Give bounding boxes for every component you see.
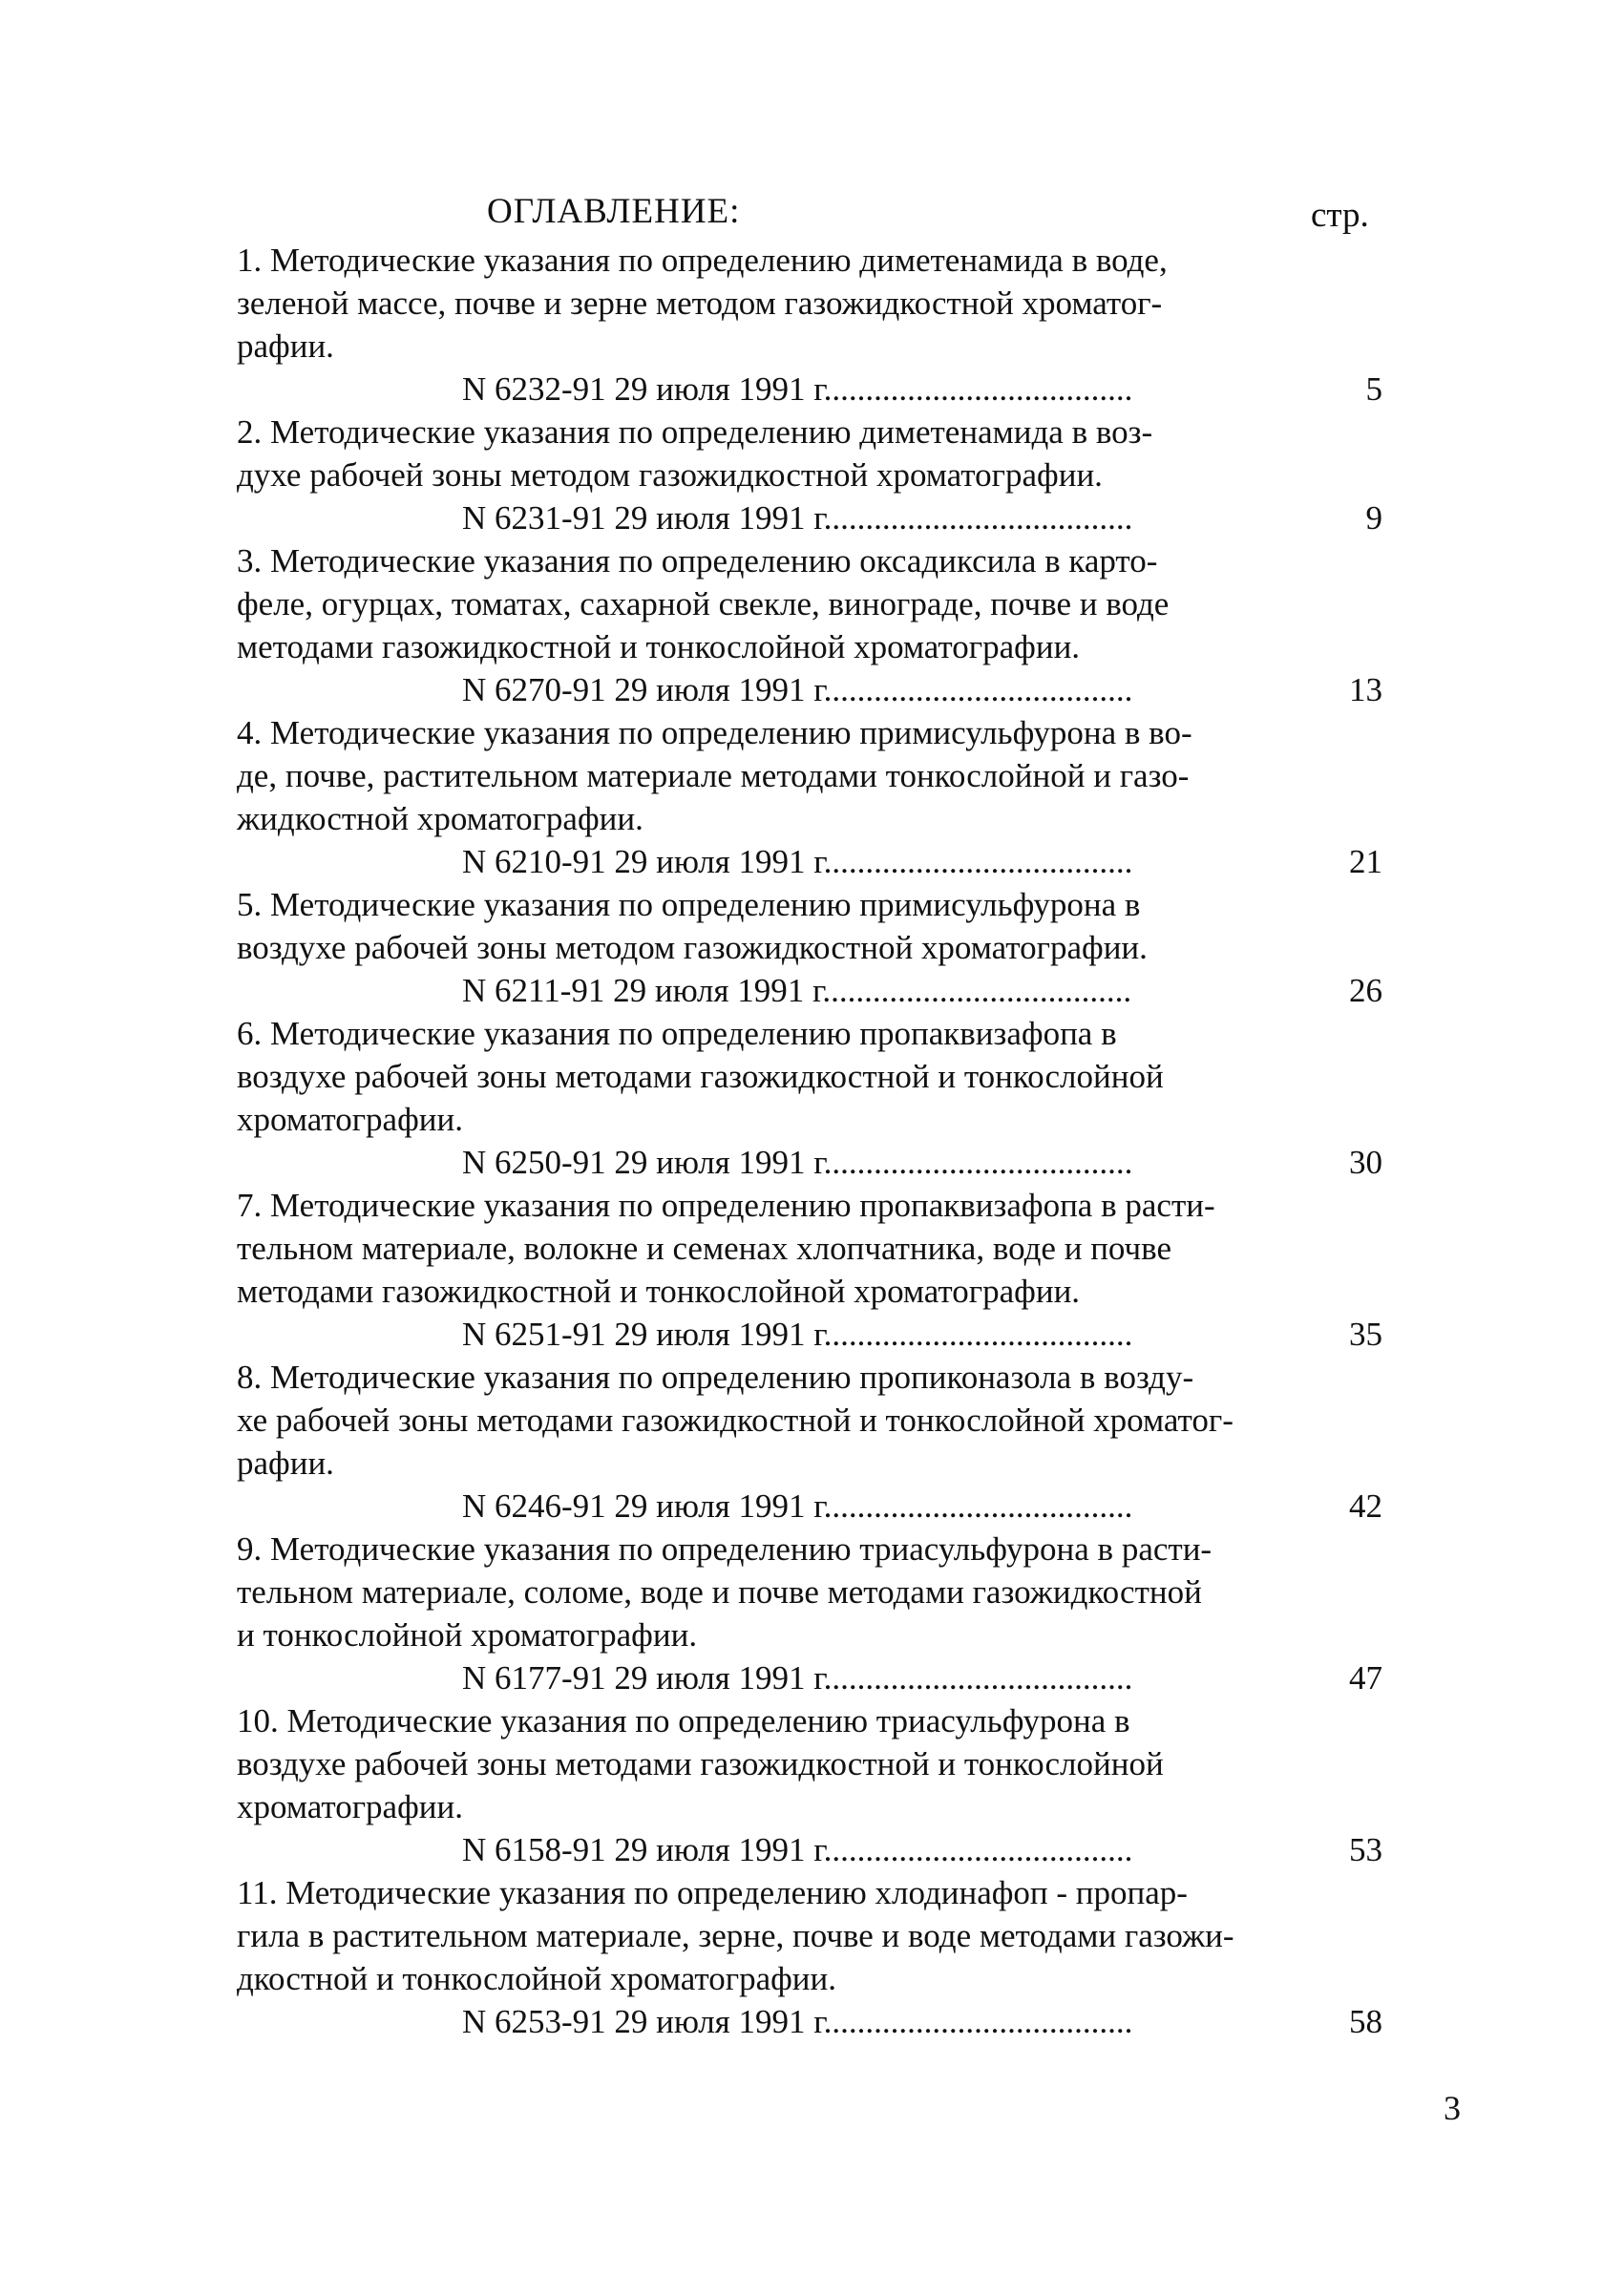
toc-entry	[237, 711, 1382, 883]
toc-entry-description-line: рафии.	[237, 327, 334, 365]
toc-entry-page-number: 21	[1349, 843, 1382, 880]
toc-entry-description-line: 1. Методические указания по определению диметенамида в воде,	[237, 242, 1168, 279]
toc-entry-description-line: 5. Методические указания по определению примисульфурона в	[237, 886, 1141, 923]
toc-entry-reference-line	[237, 496, 1382, 539]
toc-entry-description-line: 11. Методические указания по определению хлодинафоп - пропар-	[237, 1874, 1188, 1911]
toc-entry-document-number: N 6232-91 29 июля 1991 г.....................................	[462, 370, 1133, 408]
toc-entry-reference-line	[237, 368, 1382, 411]
toc-entry	[237, 1699, 1382, 1871]
toc-entry	[237, 1184, 1382, 1356]
toc-entry-description-line: зеленой массе, почве и зерне методом газожидкостной хроматог-	[237, 285, 1163, 322]
toc-entry-reference-line	[237, 668, 1382, 711]
page-column-label: стр.	[1311, 196, 1369, 235]
toc-entry-page-number: 13	[1349, 671, 1382, 708]
toc-entry-description-line: 8. Методические указания по определению пропиконазола в возду-	[237, 1359, 1194, 1396]
toc-entry	[237, 1528, 1382, 1699]
toc-entry-document-number: N 6231-91 29 июля 1991 г.....................................	[462, 499, 1133, 537]
toc-entry-description-line: духе рабочей зоны методом газожидкостной хроматографии.	[237, 456, 1103, 494]
toc-entry-description-line: 2. Методические указания по определению диметенамида в воз-	[237, 413, 1153, 451]
toc-entry-description-line: хроматографии.	[237, 1788, 463, 1825]
toc-entry-page-number: 35	[1349, 1316, 1382, 1353]
toc-entry-description-line: методами газожидкостной и тонкослойной хроматографии.	[237, 1273, 1081, 1310]
toc-entry	[237, 883, 1382, 1012]
toc-entry-description-line: хе рабочей зоны методами газожидкостной и тонкослойной хроматог-	[237, 1402, 1234, 1439]
toc-entry-description-line: 6. Методические указания по определению пропаквизафопа в	[237, 1015, 1117, 1052]
toc-entry-page-number: 58	[1349, 2003, 1382, 2040]
toc-entry	[237, 539, 1382, 711]
toc-entry-reference-line	[237, 840, 1382, 883]
toc-entry-document-number: N 6253-91 29 июля 1991 г.....................................	[462, 2003, 1133, 2040]
toc-entry-reference-line	[237, 1485, 1382, 1528]
toc-entry-reference-line	[237, 2000, 1382, 2043]
toc-title: ОГЛАВЛЕНИЕ:	[487, 192, 741, 231]
page-number: 3	[1444, 2089, 1461, 2127]
toc-entry	[237, 411, 1382, 539]
toc-entry-description-line: гила в растительном материале, зерне, почве и воде методами газожи-	[237, 1917, 1234, 1954]
toc-entry-description-line: феле, огурцах, томатах, сахарной свекле, винограде, почве и воде	[237, 585, 1170, 622]
toc-entry-description-line: дкостной и тонкослойной хроматографии.	[237, 1960, 837, 1997]
toc-entry-description-line: воздухе рабочей зоны методами газожидкостной и тонкослойной	[237, 1058, 1164, 1095]
toc-entry	[237, 1871, 1382, 2043]
toc-entry-page-number: 30	[1349, 1144, 1382, 1181]
toc-entry-description-line: тельном материале, соломе, воде и почве методами газожидкостной	[237, 1573, 1202, 1611]
toc-entry-page-number: 26	[1349, 972, 1382, 1009]
toc-entry-document-number: N 6251-91 29 июля 1991 г.....................................	[462, 1316, 1133, 1353]
toc-entry-description-line: 9. Методические указания по определению триасульфурона в расти-	[237, 1530, 1213, 1568]
toc-entry-description-line: тельном материале, волокне и семенах хлопчатника, воде и почве	[237, 1230, 1171, 1267]
toc-entry-reference-line	[237, 969, 1382, 1012]
toc-entry-document-number: N 6158-91 29 июля 1991 г.....................................	[462, 1831, 1133, 1868]
toc-entry-description-line: жидкостной хроматографии.	[237, 800, 643, 837]
toc-entry	[237, 239, 1382, 411]
toc-entry-description-line: де, почве, растительном материале методами тонкослойной и газо-	[237, 757, 1190, 794]
toc-entry-reference-line	[237, 1656, 1382, 1699]
toc-entry-description-line: рафии.	[237, 1444, 334, 1482]
toc-entry-description-line: воздухе рабочей зоны методом газожидкостной хроматографии.	[237, 929, 1148, 966]
toc-entry-page-number: 53	[1349, 1831, 1382, 1868]
toc-entry-document-number: N 6270-91 29 июля 1991 г.....................................	[462, 671, 1133, 708]
toc-entry-document-number: N 6211-91 29 июля 1991 г.....................................	[462, 972, 1132, 1009]
toc-entry-description-line: 7. Методические указания по определению пропаквизафопа в расти-	[237, 1187, 1215, 1224]
toc-entry-description-line: методами газожидкостной и тонкослойной хроматографии.	[237, 628, 1081, 665]
toc-entry-page-number: 42	[1349, 1487, 1382, 1525]
toc-entry-reference-line	[237, 1141, 1382, 1184]
toc-entry-document-number: N 6210-91 29 июля 1991 г.....................................	[462, 843, 1133, 880]
toc-entry-reference-line	[237, 1828, 1382, 1871]
toc-entry-document-number: N 6250-91 29 июля 1991 г.....................................	[462, 1144, 1133, 1181]
toc-entry-description-line: 3. Методические указания по определению оксадиксила в карто-	[237, 542, 1158, 580]
toc-entry-page-number: 47	[1349, 1659, 1382, 1697]
toc-entry-page-number: 9	[1365, 499, 1382, 537]
toc-entry-reference-line	[237, 1313, 1382, 1356]
toc-entry-description-line: 10. Методические указания по определению триасульфурона в	[237, 1702, 1130, 1739]
toc-entry	[237, 1012, 1382, 1184]
toc-entry-description-line: воздухе рабочей зоны методами газожидкостной и тонкослойной	[237, 1745, 1164, 1782]
toc-entry	[237, 1356, 1382, 1528]
toc-entry-description-line: 4. Методические указания по определению примисульфурона в во-	[237, 714, 1192, 751]
toc-entry-description-line: и тонкослойной хроматографии.	[237, 1616, 698, 1654]
toc-entry-page-number: 5	[1365, 370, 1382, 408]
toc-entry-document-number: N 6177-91 29 июля 1991 г.....................................	[462, 1659, 1133, 1697]
toc-entry-document-number: N 6246-91 29 июля 1991 г.....................................	[462, 1487, 1133, 1525]
toc-entries	[237, 239, 1382, 2043]
toc-entry-description-line: хроматографии.	[237, 1101, 463, 1138]
